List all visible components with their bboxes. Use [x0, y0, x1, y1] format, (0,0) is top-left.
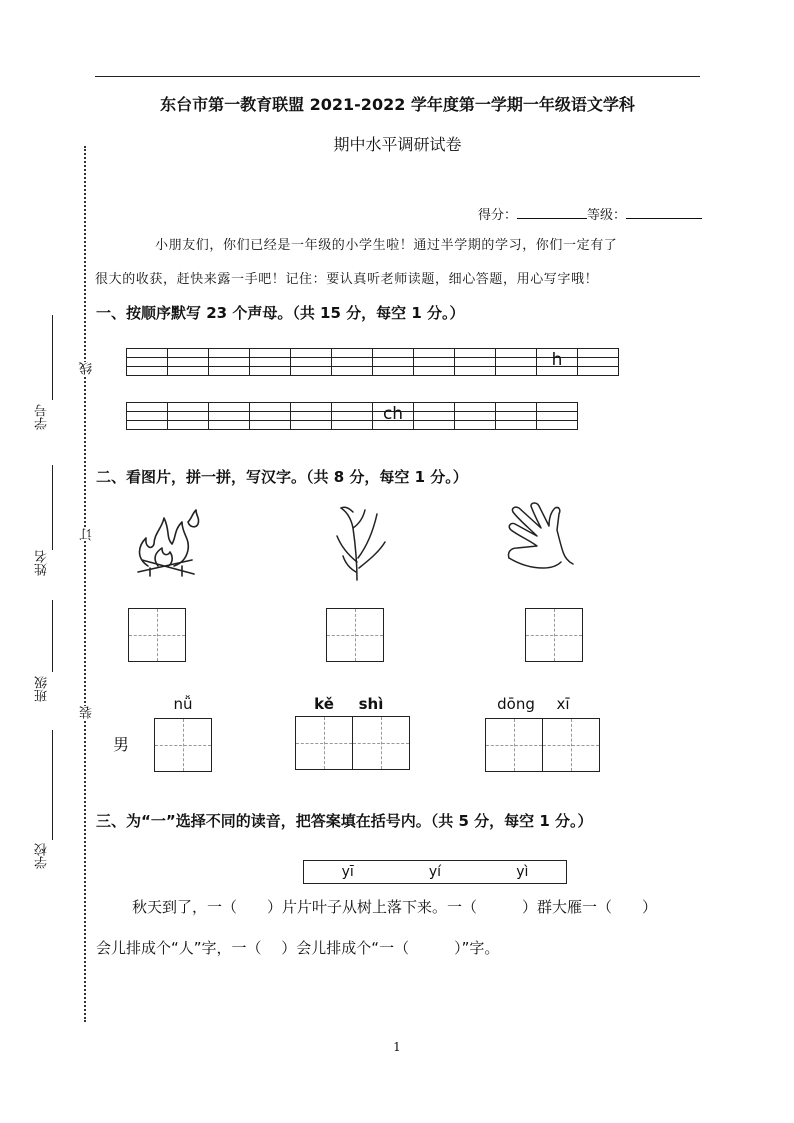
write-box-dongxi[interactable]: [485, 718, 600, 772]
write-box-hand[interactable]: [525, 608, 583, 662]
write-box-rice[interactable]: [326, 608, 384, 662]
hand-icon: [503, 502, 583, 574]
write-box-keshi[interactable]: [295, 716, 410, 770]
page-number: 1: [393, 1040, 401, 1054]
mark-ding: 订: [80, 528, 95, 541]
intro-line-2: 很大的收获，赶快来露一手吧！记住：要认真听老师读题，细心答题，用心写字哦！: [95, 272, 599, 287]
score-area: [478, 204, 702, 223]
score-blank[interactable]: [517, 204, 587, 219]
fire-icon: [130, 508, 210, 580]
mark-zhuang: 装: [80, 706, 95, 719]
option-yi4: yì: [516, 864, 529, 880]
xingming-blank-line: [52, 465, 53, 550]
label-xuehao: 学号: [35, 404, 50, 430]
pinyin-grid-row-2[interactable]: [126, 402, 578, 430]
grade-label: 等级：: [586, 208, 626, 223]
section1-heading: 一、按顺序默写 23 个声母。（共 15 分，每空 1 分。）: [96, 304, 465, 322]
mark-xian: 线: [80, 362, 95, 375]
section2-heading: 二、看图片，拼一拼，写汉字。（共 8 分，每空 1 分。）: [96, 468, 468, 486]
label-banji: 班级: [35, 676, 50, 702]
header-rule: [95, 76, 700, 77]
pinyin-grid-row-1[interactable]: [126, 348, 619, 376]
hint-letter-h: h: [551, 350, 563, 370]
option-yi2: yí: [428, 864, 442, 880]
score-label: 得分：: [477, 208, 517, 223]
section3-heading: 三、为“一”选择不同的读音，把答案填在括号内。（共 5 分，每空 1 分。）: [96, 812, 593, 830]
intro-line-1: 小朋友们，你们已经是一年级的小学生啦！通过半学期的学习，你们一定有了: [155, 238, 618, 253]
page-title: 东台市第一教育联盟 2021-2022 学年度第一学期一年级语文学科: [160, 95, 635, 114]
pronunciation-options-box: [303, 860, 567, 884]
page-subtitle: 期中水平调研试卷: [333, 135, 462, 154]
grade-blank[interactable]: [626, 204, 702, 219]
pinyin-dong: dōng: [497, 695, 535, 713]
hint-letter-ch: ch: [382, 404, 404, 424]
section3-sentence-1[interactable]: 秋天到了，一（ ）片片叶子从树上落下来。一（ ）群大雁一（ ）: [132, 898, 658, 916]
write-box-nu[interactable]: [154, 718, 212, 772]
label-xuexiao: 学校: [35, 843, 50, 869]
banji-blank-line: [52, 600, 53, 672]
pinyin-xi: xī: [556, 695, 570, 713]
binding-dotted-line: [84, 146, 86, 1022]
pinyin-nu: nǚ: [173, 695, 193, 713]
section3-sentence-2[interactable]: 会儿排成个“人”字，一（ ）会儿排成个“一（ ）”字。: [96, 939, 500, 957]
pinyin-ke: kě: [314, 695, 334, 713]
label-xingming: 姓名: [35, 550, 50, 576]
option-yi1: yī: [341, 864, 354, 880]
pinyin-shi: shì: [358, 695, 384, 713]
rice-icon: [333, 502, 389, 582]
write-box-fire[interactable]: [128, 608, 186, 662]
xuexiao-blank-line: [52, 730, 53, 840]
prefix-char-nan: 男: [113, 735, 130, 754]
xuehao-blank-line: [52, 315, 53, 400]
